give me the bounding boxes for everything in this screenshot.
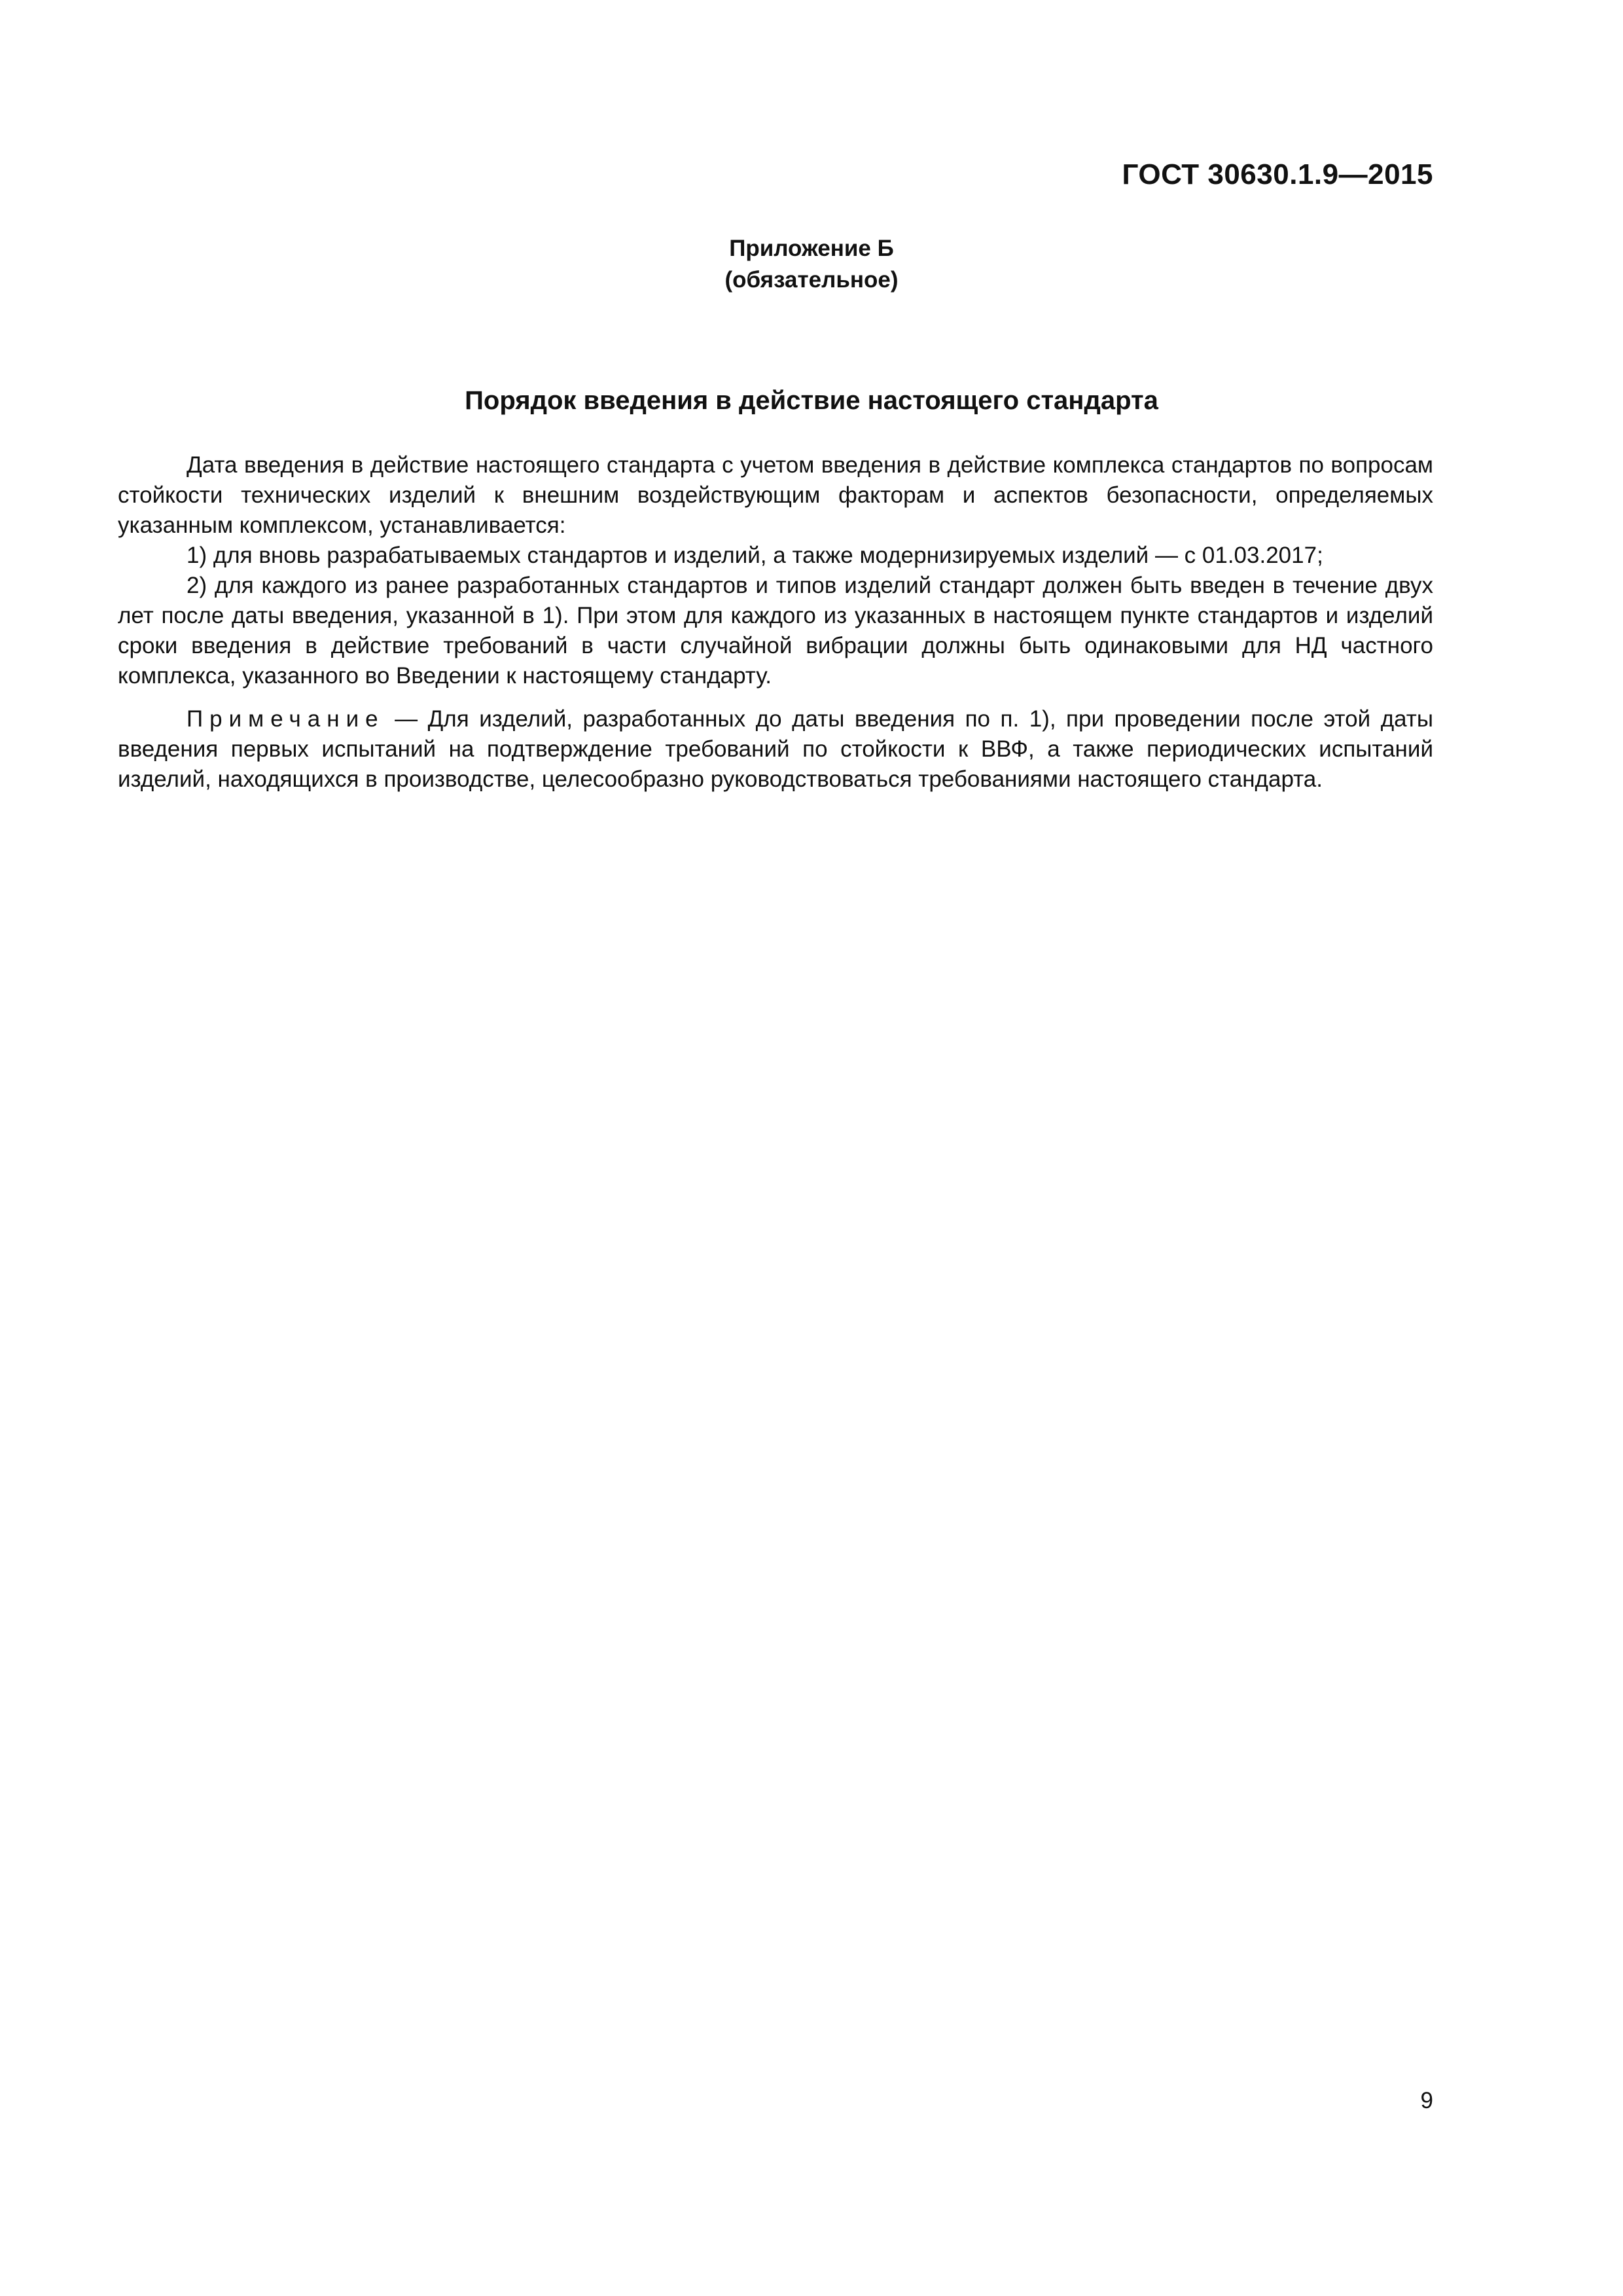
page-number: 9	[1420, 2088, 1433, 2113]
list-item-2: 2) для каждого из ранее разработанных стандартов и типов изделий стандарт должен быть введен в течение двух лет после даты введения, указанной в 1). При этом для каждого из указанных в настоящем пункте стандартов и изделий сроки введения в действие требований в части случайной вибрации должны быть одинаковыми для НД частного комплекса, указанного во Введении к настоящему стандарту.	[118, 573, 1433, 689]
body-text	[118, 450, 1433, 795]
intro-paragraph: Дата введения в действие настоящего стандарта с учетом введения в действие комплекса стандартов по вопросам стойкости технических изделий к внешним воздействующим факторам и аспектов безопасности, определяемых указанным комплексом, устанавливается:	[118, 452, 1433, 538]
section-title: Порядок введения в действие настоящего стандарта	[465, 386, 1158, 415]
standard-code: ГОСТ 30630.1.9—2015	[1122, 158, 1433, 190]
note-label: Примечание	[187, 706, 385, 732]
appendix-title: Приложение Б	[729, 236, 894, 261]
note-paragraph	[118, 704, 1433, 795]
note-text: — Для изделий, разработанных до даты введения по п. 1), при проведении после этой даты введения первых испытаний на подтверждение требований по стойкости к ВВФ, а также периодических испытаний изделий, находящихся в производстве, целесообразно руководствоваться требованиями настоящего стандарта.	[118, 706, 1433, 792]
appendix-status: (обязательное)	[724, 267, 899, 293]
list-item-1: 1) для вновь разрабатываемых стандартов и изделий, а также модернизируемых изделий — с 01.03.2017;	[187, 543, 1323, 568]
